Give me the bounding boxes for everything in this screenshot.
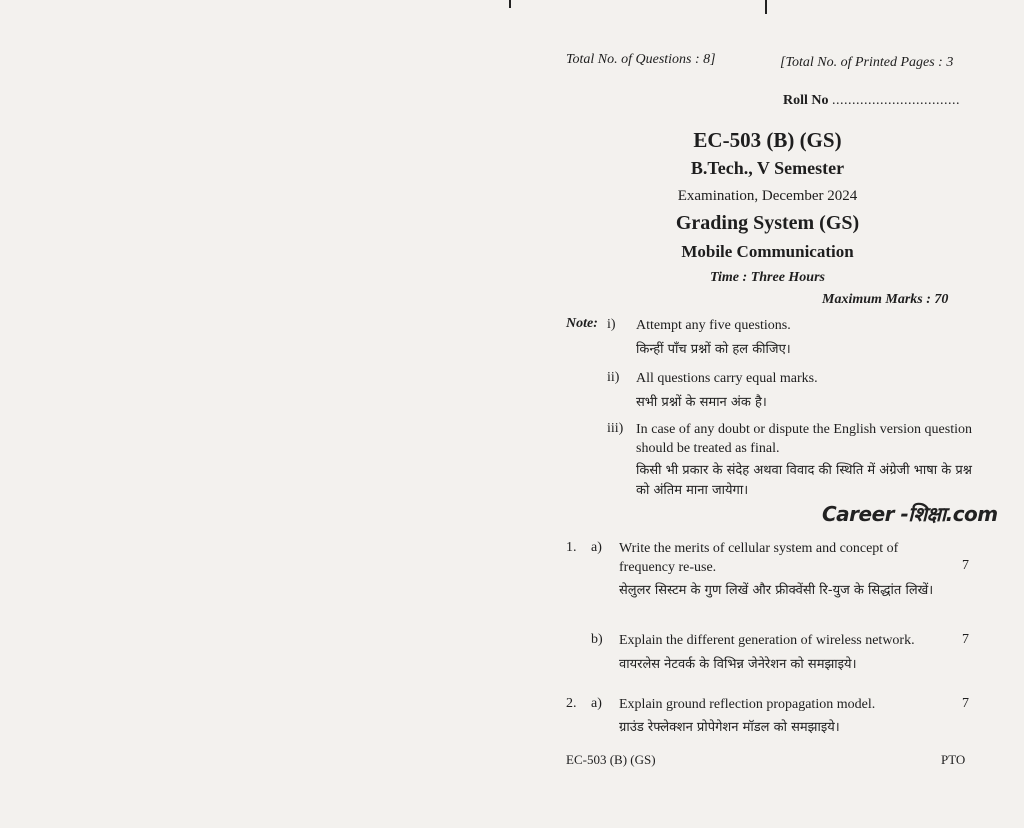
question-part-label: a) <box>591 540 602 555</box>
note-label: Note: <box>566 316 598 331</box>
note-item-hindi: किसी भी प्रकार के संदेह अथवा विवाद की स्थिति में अंग्रेजी भाषा के प्रश्न को अंतिम माना जायेगा। <box>636 463 972 498</box>
question-marks: 7 <box>962 558 969 573</box>
question-text-english: Explain ground reflection propagation model. <box>619 697 876 712</box>
question-text-hindi: वायरलेस नेटवर्क के विभिन्न जेनेरेशन को समझाइये। <box>619 657 857 672</box>
question-marks: 7 <box>962 696 969 711</box>
subject-title: Mobile Communication <box>681 242 854 261</box>
question-part-label: b) <box>591 632 603 647</box>
question-text-english: Explain the different generation of wireless network. <box>619 633 915 648</box>
roll-number-line <box>783 93 960 109</box>
question-part-label: a) <box>591 696 602 711</box>
note-item-english: Attempt any five questions. <box>636 318 791 333</box>
grading-system-title: Grading System (GS) <box>675 212 860 234</box>
footer-paper-code: EC-503 (B) (GS) <box>566 752 656 767</box>
scan-margin-mark <box>509 0 511 8</box>
note-item-hindi: सभी प्रश्नों के समान अंक है। <box>636 395 767 410</box>
question-text-hindi: सेलुलर सिस्टम के गुण लिखें और फ्रीक्वेंसी रि-युज के सिद्धांत लिखें। <box>619 583 934 598</box>
roll-number-dots: ................................ <box>832 93 960 108</box>
note-item-number: iii) <box>607 421 624 436</box>
total-questions: Total No. of Questions : 8] <box>566 52 716 67</box>
question-number: 2. <box>566 696 577 711</box>
maximum-marks: Maximum Marks : 70 <box>822 292 949 307</box>
note-item-number: i) <box>607 317 616 332</box>
question-text-english: Write the merits of cellular system and concept of frequency re-use. <box>619 541 899 575</box>
total-printed-pages: [Total No. of Printed Pages : 3 <box>780 55 954 70</box>
career-shiksha-watermark: Career -शिक्षा.com <box>822 502 998 526</box>
note-item-number: ii) <box>607 370 620 385</box>
footer-pto: PTO <box>941 752 966 767</box>
course-name: B.Tech., V Semester <box>690 158 845 178</box>
scan-margin-mark <box>765 0 767 14</box>
paper-code: EC-503 (B) (GS) <box>693 128 842 152</box>
question-number: 1. <box>566 540 577 555</box>
question-marks: 7 <box>962 632 969 647</box>
roll-number-label: Roll No <box>783 93 829 108</box>
time-allowed: Time : Three Hours <box>710 270 825 285</box>
exam-session: Examination, December 2024 <box>677 188 858 204</box>
note-item-hindi: किन्हीं पाँच प्रश्नों को हल कीजिए। <box>636 342 791 357</box>
note-item-english: All questions carry equal marks. <box>636 371 818 386</box>
question-text-hindi: ग्राउंड रेफ्लेक्शन प्रोपेगेशन मॉडल को समझाइये। <box>619 720 840 735</box>
note-item-english: In case of any doubt or dispute the English version question should be treated as final. <box>636 422 972 456</box>
